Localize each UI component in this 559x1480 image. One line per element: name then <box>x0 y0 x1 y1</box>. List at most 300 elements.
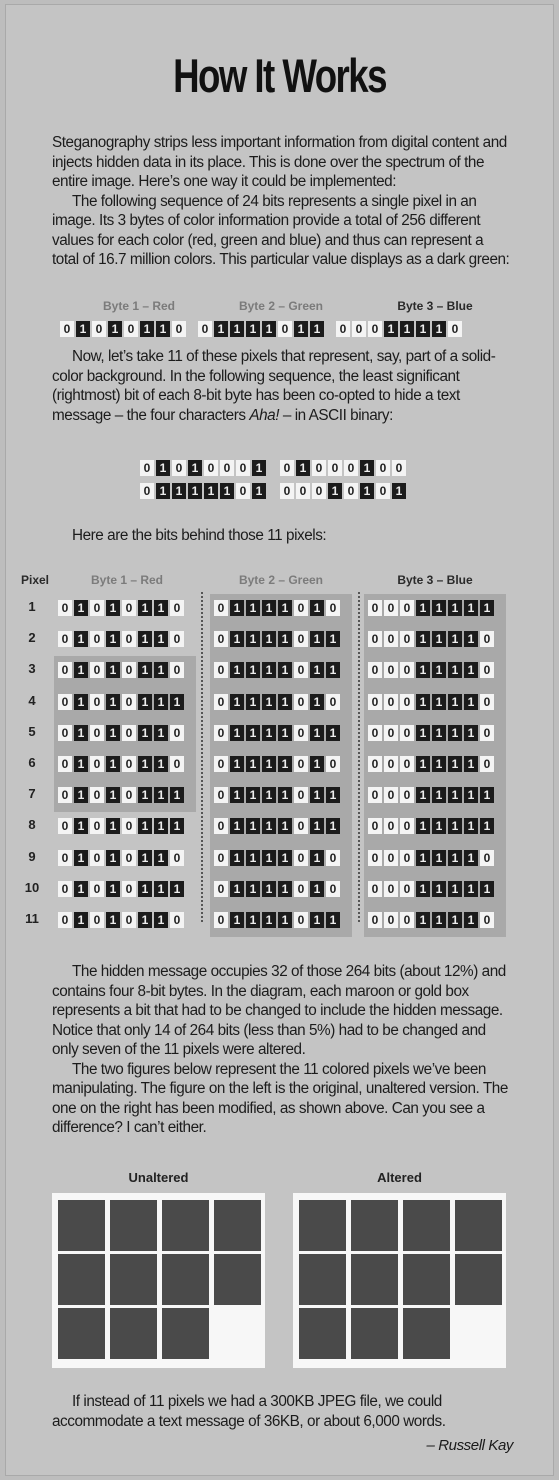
para4-text: The hidden message occupies 32 of those 264 bits (about 12%) and contains four 8-bit bytes. In the diagram, each maroon or gold box represents a bit that had to be changed to include the hidden message. Notice that only 14 of 264 bits (less than 5%) had to be changed and only seven of the 11 pixels were altered. <box>52 963 506 1058</box>
bit: 0 <box>400 600 414 616</box>
bit: 1 <box>432 321 446 337</box>
bit: 0 <box>480 850 494 866</box>
bit: 0 <box>90 600 104 616</box>
bit: 0 <box>90 912 104 928</box>
ascii-byte-1 <box>140 460 266 476</box>
bit: 1 <box>310 818 324 834</box>
bit: 0 <box>280 460 294 476</box>
bit: 1 <box>464 631 478 647</box>
bit: 1 <box>106 881 120 897</box>
bit: 0 <box>384 912 398 928</box>
pixel-9-byte-1 <box>58 850 184 866</box>
ascii-byte-3 <box>140 483 266 499</box>
bit: 1 <box>246 631 260 647</box>
pixel-number: 4 <box>28 692 36 708</box>
bit: 1 <box>230 600 244 616</box>
bit: 1 <box>172 483 186 499</box>
bit: 1 <box>432 756 446 772</box>
bit: 0 <box>326 756 340 772</box>
pixel-square <box>403 1254 450 1305</box>
bit: 1 <box>230 631 244 647</box>
pixel-10-byte-1 <box>58 881 184 897</box>
bit: 1 <box>74 912 88 928</box>
bit: 1 <box>360 483 374 499</box>
bit: 0 <box>90 694 104 710</box>
bit: 1 <box>310 662 324 678</box>
pixel-4-byte-3 <box>368 694 494 710</box>
bit: 0 <box>278 321 292 337</box>
bit: 0 <box>400 631 414 647</box>
bit: 1 <box>448 912 462 928</box>
bit: 0 <box>480 631 494 647</box>
example-pixel-bits <box>60 321 462 337</box>
bit: 1 <box>138 850 152 866</box>
bit: 1 <box>262 881 276 897</box>
bit: 1 <box>106 662 120 678</box>
pixel-2-byte-2 <box>214 631 340 647</box>
unaltered-label: Unaltered <box>128 1170 189 1185</box>
bit: 1 <box>246 694 260 710</box>
bit: 1 <box>296 460 310 476</box>
bit: 1 <box>326 818 340 834</box>
para-4 <box>52 962 512 1138</box>
bit: 1 <box>230 321 244 337</box>
byte2-header: Byte 2 – Green <box>238 299 324 313</box>
bit: 0 <box>214 850 228 866</box>
bit: 1 <box>464 725 478 741</box>
bit: 1 <box>74 725 88 741</box>
bit: 0 <box>58 850 72 866</box>
bit: 1 <box>416 694 430 710</box>
bit: 1 <box>154 912 168 928</box>
pixel-9-byte-3 <box>368 850 494 866</box>
pixel-number: 1 <box>28 599 36 614</box>
bit: 0 <box>368 725 382 741</box>
bit: 0 <box>376 460 390 476</box>
bit: 1 <box>138 756 152 772</box>
bit: 1 <box>154 662 168 678</box>
bit: 0 <box>90 881 104 897</box>
bit: 1 <box>156 321 170 337</box>
byte3-header: Byte 3 – Blue <box>397 299 473 313</box>
bit: 0 <box>480 694 494 710</box>
bit: 0 <box>90 725 104 741</box>
bit: 0 <box>214 600 228 616</box>
bit: 0 <box>170 631 184 647</box>
pixel-square <box>299 1308 346 1359</box>
bit: 1 <box>310 850 324 866</box>
bit: 1 <box>278 725 292 741</box>
bit: 0 <box>214 818 228 834</box>
bit: 1 <box>278 756 292 772</box>
bit: 1 <box>480 881 494 897</box>
bit: 0 <box>326 881 340 897</box>
pixel-7-byte-2 <box>214 787 340 803</box>
bit: 1 <box>416 881 430 897</box>
pixel-number: 5 <box>28 723 36 739</box>
pixel-number: 8 <box>28 817 36 833</box>
pixel-square <box>299 1200 346 1251</box>
bit: 1 <box>464 881 478 897</box>
bit: 1 <box>74 694 88 710</box>
bit: 1 <box>416 912 430 928</box>
bit: 1 <box>106 912 120 928</box>
bit: 1 <box>432 912 446 928</box>
pixel-11-byte-2 <box>214 912 340 928</box>
pixel-7-byte-3 <box>368 787 494 803</box>
pixel-square <box>162 1308 209 1359</box>
pixel-3-byte-3 <box>368 662 494 678</box>
bit: 1 <box>310 321 324 337</box>
bit: 0 <box>400 756 414 772</box>
para-3 <box>52 526 512 546</box>
bit: 0 <box>58 694 72 710</box>
bit: 1 <box>246 725 260 741</box>
bit: 0 <box>368 850 382 866</box>
example-byte-2 <box>198 321 324 337</box>
bit: 1 <box>138 694 152 710</box>
bit: 1 <box>310 756 324 772</box>
bit: 1 <box>262 662 276 678</box>
pixel-square <box>351 1254 398 1305</box>
bit: 1 <box>278 662 292 678</box>
bit: 1 <box>310 881 324 897</box>
pixel-11-byte-3 <box>368 912 494 928</box>
bit: 1 <box>138 662 152 678</box>
bit: 1 <box>464 756 478 772</box>
bit: 0 <box>170 912 184 928</box>
bit: 0 <box>170 600 184 616</box>
bit: 0 <box>60 321 74 337</box>
bit: 0 <box>214 694 228 710</box>
pixel-1-byte-2 <box>214 600 340 616</box>
bit: 1 <box>156 460 170 476</box>
bit: 1 <box>138 631 152 647</box>
bit: 1 <box>448 600 462 616</box>
bit: 0 <box>198 321 212 337</box>
bit: 0 <box>58 662 72 678</box>
bit: 1 <box>262 850 276 866</box>
bit: 1 <box>246 881 260 897</box>
pixel-number: 11 <box>25 911 39 926</box>
bit: 1 <box>392 483 406 499</box>
bit: 0 <box>122 912 136 928</box>
ascii-byte-4 <box>280 483 406 499</box>
bit: 1 <box>262 600 276 616</box>
example-byte-1 <box>60 321 186 337</box>
bit: 1 <box>480 818 494 834</box>
table-byte3-header: Byte 3 – Blue <box>397 573 473 587</box>
bit: 0 <box>214 756 228 772</box>
bit: 0 <box>384 725 398 741</box>
bit: 0 <box>400 818 414 834</box>
para2-end: – in ASCII binary: <box>279 406 393 424</box>
bit: 0 <box>384 881 398 897</box>
altered-label: Altered <box>377 1170 422 1185</box>
bit: 1 <box>464 850 478 866</box>
pixel-number: 2 <box>28 630 36 646</box>
bit: 1 <box>310 631 324 647</box>
pixel-number: 10 <box>24 879 40 895</box>
pixel-square <box>403 1308 450 1359</box>
ascii-bytes-row-1 <box>140 460 406 476</box>
bit: 0 <box>122 662 136 678</box>
pixel-square <box>299 1254 346 1305</box>
example-byte-3 <box>336 321 462 337</box>
bit: 0 <box>400 662 414 678</box>
bit: 0 <box>384 818 398 834</box>
bit: 0 <box>326 694 340 710</box>
bit: 0 <box>384 787 398 803</box>
bit: 0 <box>122 756 136 772</box>
bit: 1 <box>432 694 446 710</box>
bit: 1 <box>464 912 478 928</box>
bit: 1 <box>326 787 340 803</box>
table-byte2-header: Byte 2 – Green <box>238 573 324 587</box>
bit: 1 <box>416 631 430 647</box>
pixel-2-byte-1 <box>58 631 184 647</box>
bit: 1 <box>310 787 324 803</box>
bit: 0 <box>384 694 398 710</box>
bit: 0 <box>294 787 308 803</box>
bit: 1 <box>170 818 184 834</box>
bit: 0 <box>368 694 382 710</box>
bit: 1 <box>262 631 276 647</box>
pixel-number: 6 <box>28 755 36 770</box>
bit: 0 <box>368 631 382 647</box>
bit: 1 <box>480 600 494 616</box>
bit: 1 <box>140 321 154 337</box>
pixel-6-byte-2 <box>214 756 340 772</box>
bit: 1 <box>448 881 462 897</box>
bit: 0 <box>214 631 228 647</box>
bit: 0 <box>124 321 138 337</box>
bit: 1 <box>448 818 462 834</box>
bit: 1 <box>106 631 120 647</box>
bit: 1 <box>138 600 152 616</box>
pixel-square <box>162 1200 209 1251</box>
bit: 0 <box>400 694 414 710</box>
bit: 1 <box>464 787 478 803</box>
bit: 1 <box>76 321 90 337</box>
bit: 1 <box>278 881 292 897</box>
bit: 0 <box>170 756 184 772</box>
bit: 0 <box>336 321 350 337</box>
bit: 0 <box>326 850 340 866</box>
pixel-square <box>351 1308 398 1359</box>
bit: 1 <box>310 912 324 928</box>
bit: 0 <box>58 756 72 772</box>
bit: 1 <box>246 321 260 337</box>
bit: 0 <box>122 818 136 834</box>
bit: 0 <box>122 725 136 741</box>
bit: 0 <box>296 483 310 499</box>
bit: 1 <box>230 662 244 678</box>
bit: 1 <box>170 881 184 897</box>
bit: 0 <box>400 850 414 866</box>
bit: 0 <box>384 662 398 678</box>
bit: 1 <box>170 694 184 710</box>
bit: 1 <box>310 600 324 616</box>
bit: 0 <box>400 912 414 928</box>
pixel-square <box>58 1308 105 1359</box>
bit: 0 <box>400 725 414 741</box>
bit: 1 <box>246 818 260 834</box>
bit: 1 <box>432 787 446 803</box>
pixel-square <box>110 1200 157 1251</box>
bit: 0 <box>294 725 308 741</box>
pixel-6-byte-3 <box>368 756 494 772</box>
bit: 1 <box>230 912 244 928</box>
bit: 0 <box>122 600 136 616</box>
bit: 1 <box>106 756 120 772</box>
bit: 1 <box>154 756 168 772</box>
bit: 0 <box>122 631 136 647</box>
bit: 0 <box>384 756 398 772</box>
bit: 1 <box>74 756 88 772</box>
bit: 1 <box>432 600 446 616</box>
bit: 0 <box>368 756 382 772</box>
bit: 0 <box>384 850 398 866</box>
bit: 1 <box>278 787 292 803</box>
bit: 1 <box>106 600 120 616</box>
bit: 1 <box>448 725 462 741</box>
unaltered-figure <box>52 1193 265 1368</box>
bit: 1 <box>384 321 398 337</box>
para-6 <box>52 1392 512 1431</box>
bit: 0 <box>58 912 72 928</box>
bit: 1 <box>464 694 478 710</box>
bit: 0 <box>140 483 154 499</box>
bit: 1 <box>246 850 260 866</box>
bit: 0 <box>170 662 184 678</box>
bit: 1 <box>138 881 152 897</box>
bit: 1 <box>416 600 430 616</box>
bit: 1 <box>230 694 244 710</box>
bit: 0 <box>214 787 228 803</box>
bit: 1 <box>252 483 266 499</box>
bit: 1 <box>432 725 446 741</box>
bit: 1 <box>246 787 260 803</box>
bit: 0 <box>58 631 72 647</box>
bit: 1 <box>188 460 202 476</box>
column-separator-2 <box>358 592 360 922</box>
bit: 1 <box>74 600 88 616</box>
bit: 0 <box>376 483 390 499</box>
bit: 0 <box>368 321 382 337</box>
bit: 1 <box>154 850 168 866</box>
bit: 1 <box>416 321 430 337</box>
bit: 1 <box>220 483 234 499</box>
pixel-number: 9 <box>28 848 36 864</box>
bit: 0 <box>312 460 326 476</box>
bit: 0 <box>90 818 104 834</box>
bit: 0 <box>122 850 136 866</box>
bit: 0 <box>368 600 382 616</box>
pixel-9-byte-2 <box>214 850 340 866</box>
bit: 1 <box>432 631 446 647</box>
bit: 0 <box>294 662 308 678</box>
bit: 1 <box>106 694 120 710</box>
pixel-7-byte-1 <box>58 787 184 803</box>
bit: 1 <box>138 787 152 803</box>
pixel-8-byte-1 <box>58 818 184 834</box>
pixel-4-byte-1 <box>58 694 184 710</box>
bit: 0 <box>170 725 184 741</box>
pixel-3-byte-2 <box>214 662 340 678</box>
bit: 1 <box>154 631 168 647</box>
bit: 1 <box>310 694 324 710</box>
bit: 1 <box>154 694 168 710</box>
bit: 1 <box>230 787 244 803</box>
bit: 1 <box>416 787 430 803</box>
bit: 0 <box>368 912 382 928</box>
bit: 1 <box>360 460 374 476</box>
bit: 0 <box>90 850 104 866</box>
bit: 1 <box>74 662 88 678</box>
bit: 0 <box>344 460 358 476</box>
bit: 0 <box>368 662 382 678</box>
bit: 1 <box>214 321 228 337</box>
bit: 1 <box>262 912 276 928</box>
bit: 0 <box>58 725 72 741</box>
bit: 1 <box>326 725 340 741</box>
bit: 1 <box>106 818 120 834</box>
bit: 1 <box>138 912 152 928</box>
bit: 1 <box>448 694 462 710</box>
pixel-square <box>214 1254 261 1305</box>
bit: 0 <box>170 850 184 866</box>
ascii-byte-2 <box>280 460 406 476</box>
pixel-square <box>455 1254 502 1305</box>
pixel-5-byte-2 <box>214 725 340 741</box>
bit: 1 <box>432 850 446 866</box>
bit: 1 <box>262 787 276 803</box>
pixel-1-byte-3 <box>368 600 494 616</box>
bit: 1 <box>262 756 276 772</box>
pixel-4-byte-2 <box>214 694 340 710</box>
pixel-5-byte-1 <box>58 725 184 741</box>
pixel-square <box>351 1200 398 1251</box>
bit: 0 <box>122 694 136 710</box>
bit: 1 <box>278 818 292 834</box>
bit: 1 <box>154 787 168 803</box>
para3-text: Here are the bits behind those 11 pixels: <box>72 527 327 544</box>
bit: 1 <box>154 818 168 834</box>
bit: 1 <box>154 881 168 897</box>
bit: 1 <box>278 631 292 647</box>
bit: 1 <box>246 912 260 928</box>
bit: 1 <box>448 631 462 647</box>
bit: 1 <box>74 787 88 803</box>
bit: 1 <box>432 662 446 678</box>
bit: 1 <box>154 600 168 616</box>
bit: 1 <box>230 818 244 834</box>
bit: 1 <box>230 850 244 866</box>
bit: 1 <box>262 694 276 710</box>
bit: 0 <box>214 881 228 897</box>
bit: 1 <box>156 483 170 499</box>
bit: 0 <box>352 321 366 337</box>
pixel-11-byte-1 <box>58 912 184 928</box>
ascii-bytes-row-2 <box>140 483 406 499</box>
bit: 0 <box>480 756 494 772</box>
pixel-2-byte-3 <box>368 631 494 647</box>
intro-paragraph-2: The following sequence of 24 bits represents a single pixel in an image. Its 3 bytes of color information provide a total of 256 different values for each color (red, green and blue) and thus can represent a total of 16.7 million colors. This particular value displays as a dark green: <box>52 192 510 268</box>
bit: 1 <box>278 912 292 928</box>
pixel-6-byte-1 <box>58 756 184 772</box>
bit: 1 <box>204 483 218 499</box>
